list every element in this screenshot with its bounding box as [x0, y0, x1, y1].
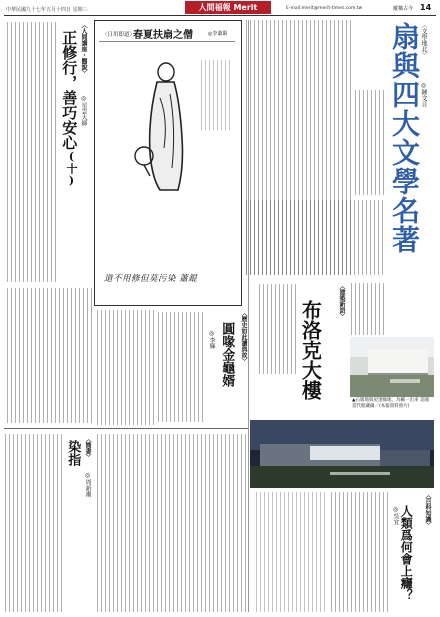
feature-author: ◎鍾文音	[420, 82, 427, 107]
essay-text-b	[96, 434, 246, 612]
lecture-title: 正修行，善巧安心	[60, 30, 79, 150]
feature-title: 扇與四大文學名著	[388, 22, 421, 254]
science-text	[330, 492, 388, 612]
poem-rule	[99, 41, 235, 42]
feature-section-tag: 〈文學地北〉	[420, 22, 427, 58]
lecture-part: (十)	[65, 150, 78, 187]
poem-author: ◎李蕭錕	[208, 31, 228, 37]
lecture-text-a	[4, 22, 56, 282]
lecture-section-tag: 〈人間講座・醫說〉	[80, 22, 87, 76]
header-rule	[4, 15, 436, 16]
monk-figure	[130, 58, 192, 198]
header-email[interactable]: E-mail:merit@merit-times.com.tw	[286, 6, 363, 11]
essay-author: ◎周新潮	[84, 472, 91, 497]
feature-text-mid	[354, 90, 384, 195]
science-section-tag: 〈百科知識〉	[424, 492, 431, 528]
building-photo-top	[350, 337, 434, 397]
header-section: 縱橫古今	[393, 6, 414, 12]
building-photo-caption: ▲石版地與屋頂綠地，為輔一出來 美國當代館藏攝／(本報資料照片)	[352, 398, 429, 409]
poem-title: 春夏扶扇之僧	[133, 30, 193, 41]
history-author: ◎李輝	[208, 330, 215, 349]
essay-title: 染指	[65, 440, 81, 466]
history-title: 圓喙金龜婿	[219, 322, 235, 387]
science-author: ◎吳宜	[392, 506, 399, 525]
building-text-right	[350, 283, 384, 335]
mid-divider	[4, 428, 248, 429]
building-photo-wide	[250, 420, 434, 488]
building-text-left	[256, 284, 296, 374]
building-section-tag: 〈建築新語〉	[338, 283, 345, 319]
poem-text	[200, 60, 230, 130]
center-bottom-text	[255, 492, 325, 612]
column-separator	[248, 20, 249, 612]
essay-text-a	[4, 434, 62, 612]
essay-section-tag: 〈簡書〉	[84, 436, 91, 460]
building-title: 布洛克大樓	[298, 300, 323, 400]
poem-section-tag: 〈日用即道〉	[102, 32, 136, 38]
poem-calligraphy: 道不用修但莫污染 蕭錕	[104, 274, 198, 284]
science-title: 人類爲何會上癮？	[399, 505, 414, 601]
header-date: 中華民國九十七年五月十四日 星期三	[6, 7, 88, 13]
lecture-text-c	[94, 310, 154, 425]
lecture-text-b	[4, 288, 92, 423]
lecture-author: ◎星雲大師	[80, 95, 87, 126]
history-section-tag: 〈歷史如此讀典故〉	[240, 310, 247, 364]
masthead-logo: 人間福報 Merit Times	[185, 1, 271, 14]
page-number: 14	[420, 3, 432, 12]
history-text	[157, 312, 203, 422]
feature-text-low	[243, 200, 383, 275]
